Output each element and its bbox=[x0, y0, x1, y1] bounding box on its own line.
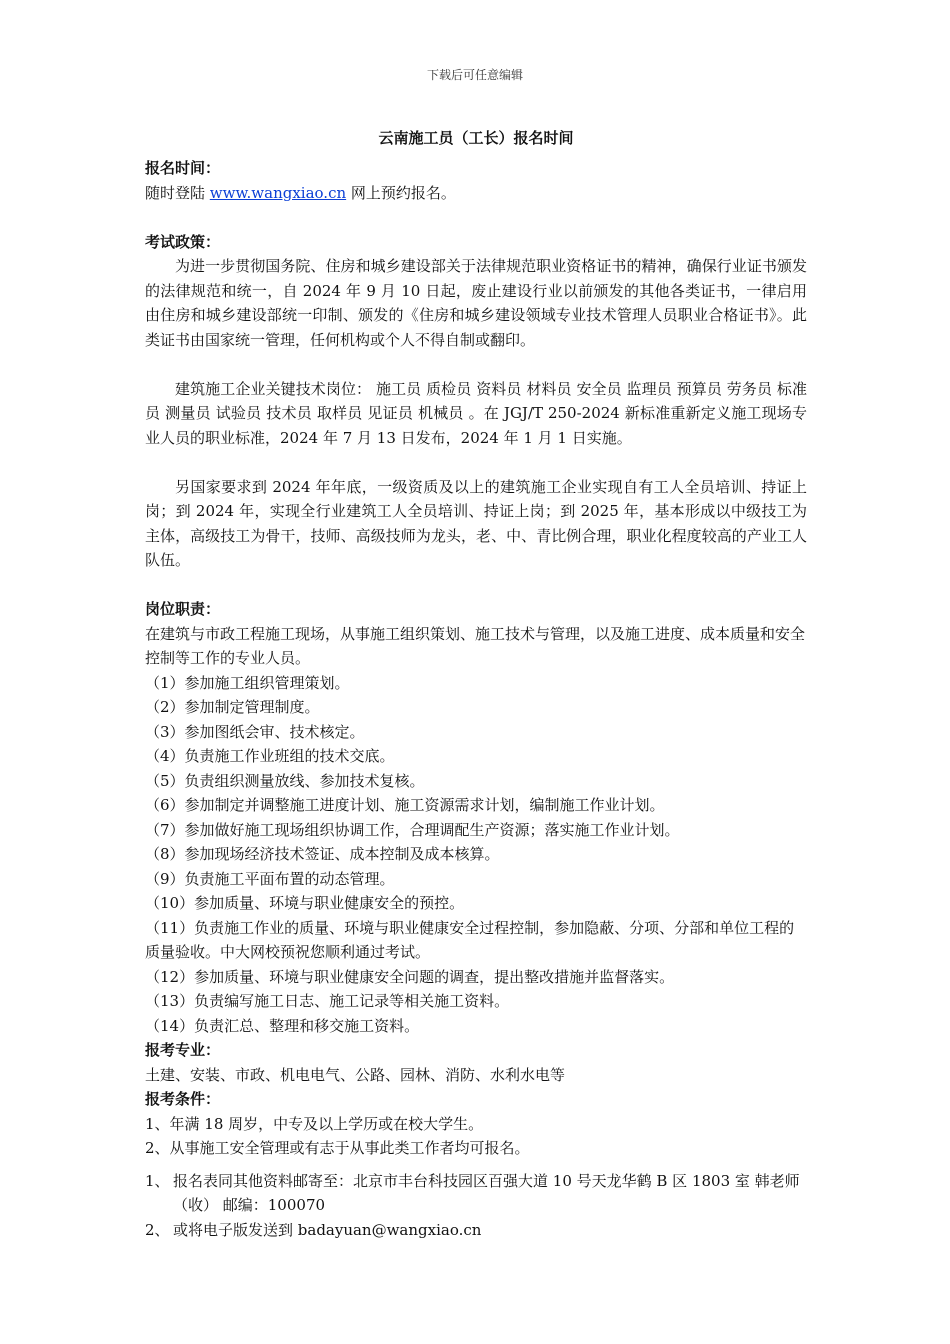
duty-item: （7）参加做好施工现场组织协调工作，合理调配生产资源；落实施工作业计划。 bbox=[145, 820, 680, 839]
document-body bbox=[145, 124, 807, 1242]
document-title: 云南施工员（工长）报名时间 bbox=[378, 129, 574, 147]
mailing-item bbox=[145, 1218, 807, 1243]
duty-item: （12）参加质量、环境与职业健康安全问题的调查，提出整改措施并监督落实。 bbox=[145, 967, 675, 986]
wangxiao-link[interactable]: www.wangxiao.cn bbox=[209, 183, 347, 202]
condition-item: 2、从事施工安全管理或有志于从事此类工作者均可报名。 bbox=[145, 1139, 530, 1157]
mailing-item bbox=[145, 1169, 807, 1218]
conditions-heading: 报考条件： bbox=[145, 1090, 221, 1108]
condition-item: 1、年满 18 周岁，中专及以上学历或在校大学生。 bbox=[145, 1114, 484, 1133]
signup-suffix: 网上预约报名。 bbox=[346, 183, 456, 202]
mailing-text: 或将电子版发送到 badayuan@wangxiao.cn bbox=[173, 1220, 482, 1239]
mailing-list bbox=[145, 1169, 807, 1243]
duty-item: （2）参加制定管理制度。 bbox=[145, 698, 320, 716]
signup-heading: 报名时间： bbox=[145, 159, 221, 177]
duty-item: （5）负责组织测量放线、参加技术复核。 bbox=[145, 771, 425, 790]
page-header: 下载后可任意编辑 bbox=[426, 68, 523, 82]
mailing-text: 报名表同其他资料邮寄至：北京市丰台科技园区百强大道 10 号天龙华鹤 B 区 1803 室 韩老师（收） 邮编：100070 bbox=[173, 1171, 800, 1214]
signup-prefix: 随时登陆 bbox=[145, 183, 210, 202]
mailing-number: 2、 bbox=[145, 1220, 170, 1239]
duties-heading: 岗位职责： bbox=[145, 600, 221, 618]
mailing-number: 1、 bbox=[145, 1171, 170, 1190]
policy-heading: 考试政策： bbox=[145, 232, 221, 251]
duty-item: （11）负责施工作业的质量、环境与职业健康安全过程控制，参加隐蔽、分项、分部和单位工程的质量验收。中大网校预祝您顺利通过考试。 bbox=[145, 918, 795, 961]
duty-item: （3）参加图纸会审、技术核定。 bbox=[145, 722, 365, 741]
duties-intro: 在建筑与市政工程施工现场，从事施工组织策划、施工技术与管理，以及施工进度、成本质量和安全控制等工作的专业人员。 bbox=[145, 624, 806, 667]
policy-paragraph-2: 建筑施工企业关键技术岗位： 施工员 质检员 资料员 材料员 安全员 监理员 预算员 劳务员 标准员 测量员 试验员 技术员 取样员 见证员 机械员 。在 JGJ/T 250-2024 新标准重新定义施工现场专业人员的职业标准，2024 年 7 月 13 日发布，2024 年 1 月 1 日实施。 bbox=[145, 379, 807, 447]
signup-line bbox=[145, 181, 807, 206]
duty-item: （6）参加制定并调整施工进度计划、施工资源需求计划，编制施工作业计划。 bbox=[145, 796, 665, 814]
policy-paragraph-3: 另国家要求到 2024 年年底，一级资质及以上的建筑施工企业实现自有工人全员培训、持证上岗；到 2024 年，实现全行业建筑工人全员培训、持证上岗；到 2025 年，基本形成以中级技工为主体，高级技工为骨干，技师、高级技师为龙头，老、中、青比例合理，职业化程度较高的产业工人队伍。 bbox=[145, 477, 807, 569]
duty-item: （9）负责施工平面布置的动态管理。 bbox=[145, 869, 395, 888]
duty-item: （10）参加质量、环境与职业健康安全的预控。 bbox=[145, 894, 465, 912]
duty-item: （8）参加现场经济技术签证、成本控制及成本核算。 bbox=[145, 845, 500, 863]
duty-item: （13）负责编写施工日志、施工记录等相关施工资料。 bbox=[145, 992, 510, 1010]
duty-item: （1）参加施工组织管理策划。 bbox=[145, 673, 350, 692]
policy-paragraph-1: 为进一步贯彻国务院、住房和城乡建设部关于法律规范职业资格证书的精神，确保行业证书颁发的法律规范和统一，自 2024 年 9 月 10 日起，废止建设行业以前颁发的其他各类证书，一律启用由住房和城乡建设部统一印制、颁发的《住房和城乡建设领域专业技术管理人员职业合格证书》。此类证书由国家统一管理，任何机构或个人不得自制或翻印。 bbox=[145, 257, 807, 349]
duty-item: （4）负责施工作业班组的技术交底。 bbox=[145, 747, 395, 765]
duty-item: （14）负责汇总、整理和移交施工资料。 bbox=[145, 1016, 420, 1035]
majors-text: 土建、安装、市政、机电电气、公路、园林、消防、水利水电等 bbox=[145, 1065, 566, 1084]
majors-heading: 报考专业： bbox=[145, 1041, 221, 1059]
